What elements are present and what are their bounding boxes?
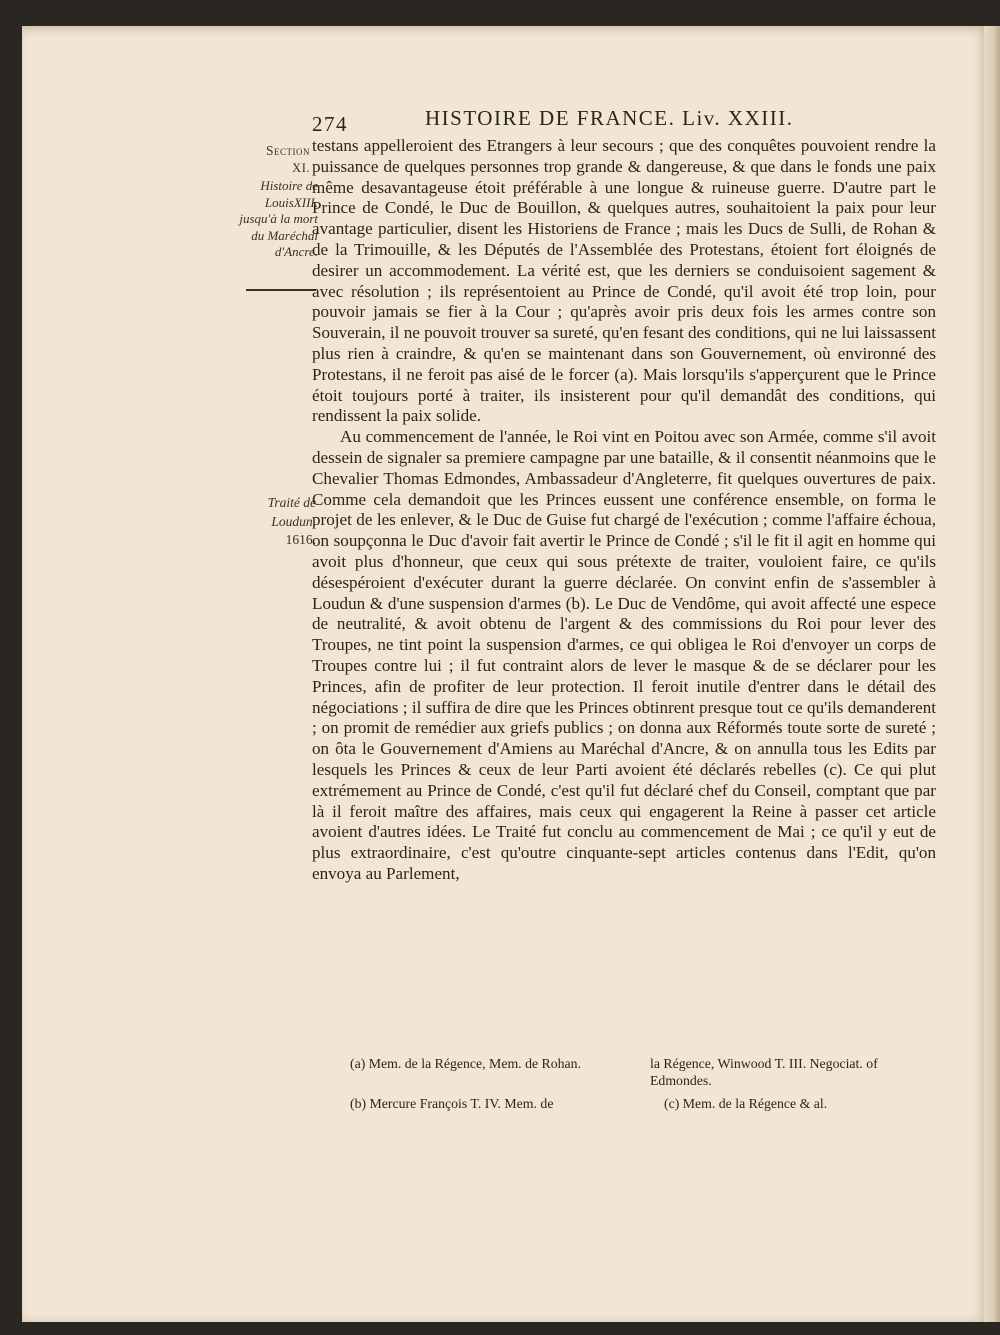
- paragraph-2: Au commencement de l'année, le Roi vint en Poitou avec son Armée, comme s'il avoit dessein de signaler sa premiere campagne par une bataille, & il consentit néanmoins que le Chevalier Thomas Edmondes, Ambassadeur d'Angleterre, fit quelques ouvertures de paix. Comme cela demandoit que les Princes eussent une conférence ensemble, on forma le projet de les enlever, & le Duc de Guise fut chargé de l'exécution ; comme l'affaire échoua, on soupçonna le Duc d'avoir fait avertir le Prince de Condé ; s'il le fit il agit en homme qui avoit plus d'honneur, que ceux qui sous prétexte de traiter, vouloient faire, ce qu'ils désespéroient d'exécuter durant la guerre déclarée. On convint enfin de s'assembler à Loudun & d'une suspension d'armes (b). Le Duc de Vendôme, qui avoit affecté une espece de neutralité, & avoit obtenu de l'argent & des commissions du Roi pour lever des Troupes, ne tint point la suspension d'armes, ce qui obligea le Roi d'envoyer un corps de Troupes contre lui ; il fut contraint alors de lever le masque & de se déclarer pour les Princes, afin de profiter de leur protection. Il feroit inutile d'entrer dans le détail des négociations ; il suffira de dire que les Princes obtinrent presque tout ce qu'ils demanderent ; on promit de remédier aux griefs publics ; on donna aux Réformés toute sorte de sureté ; on ôta le Gouvernement d'Amiens au Maréchal d'Ancre, & on annulla tous les Edits par lesquels les Princes & ceux de leur Parti avoient été déclarés rebelles (c). Ce qui plut extrémement au Prince de Condé, c'est qu'il fut déclaré chef du Conseil, comptant que par là il feroit maître des affaires, mais ceux qui engagerent la Reine à passer cet article avoient d'autres idées. Le Traité fut conclu au commencement de Mai ; ce qu'il y eut de plus extraordinaire, c'est qu'outre cinquante-sept articles contenus dans l'Edit, qu'on envoya au Parlement,: [312, 427, 936, 883]
- running-head: [312, 106, 832, 136]
- footnote-a: (a) Mem. de la Régence, Mem. de Rohan.: [350, 1056, 582, 1071]
- page-number: 274: [312, 112, 348, 136]
- section-marker: [236, 143, 310, 176]
- footnote-b: (b) Mercure François T. IV. Mem. de: [350, 1096, 554, 1111]
- page-edge: [984, 26, 1000, 1322]
- margin-rule: [246, 289, 316, 291]
- treaty-title: Traité de Loudun.: [267, 495, 316, 529]
- treaty-margin-note: [232, 494, 316, 550]
- main-text: [312, 136, 936, 885]
- treaty-year: 1616.: [285, 532, 316, 547]
- running-title: HISTOIRE DE FRANCE. Liv. XXIII.: [425, 106, 794, 130]
- footnote-c: (c) Mem. de la Régence & al.: [664, 1096, 828, 1111]
- history-margin-note: Histoire de LouisXIII. jusqu'à la mort du Maréchal d'Ancre.: [239, 178, 318, 260]
- section-label: Section: [265, 143, 310, 158]
- paragraph-1: testans appelleroient des Etrangers à leur secours ; que des conquêtes pouvoient rendre la puissance de quelques personnes trop grande & dangereuse, & que dans le fonds une paix même desavantageuse étoit préférable à une longue & ruineuse guerre. D'autre part le Prince de Condé, le Duc de Bouillon, & quelques autres, souhaitoient la paix pour leur avantage particulier, disent les Historiens de France ; mais les Ducs de Sulli, de Rohan & de la Trimouille, & les Députés de l'Assemblée des Protestans, étoient fort éloignés de desirer un accommodement. La vérité est, que les derniers se conduisoient sagement & avec résolution ; ils représentoient au Prince de Condé, qu'il avoit été trop loin, pour pouvoir jamais se fier à la Cour ; qu'après avoir pris deux fois les armes contre son Souverain, il ne pouvoit trouver sa sureté, qu'en fesant des conditions, qui ne lui laissassent plus rien à craindre, & qu'en se maintenant dans son Gouvernement, où environné des Protestans, il ne feroit pas aisé de le forcer (a). Mais lorsqu'ils s'apperçurent que le Prince étoit toujours porté à traiter, ils insisterent pour qu'il demandât des conditions, qui rendissent la paix solide.: [312, 136, 936, 426]
- footnote-a-continued: la Régence, Winwood T. III. Negociat. of Edmondes.: [650, 1056, 878, 1088]
- section-number: XI.: [292, 160, 310, 175]
